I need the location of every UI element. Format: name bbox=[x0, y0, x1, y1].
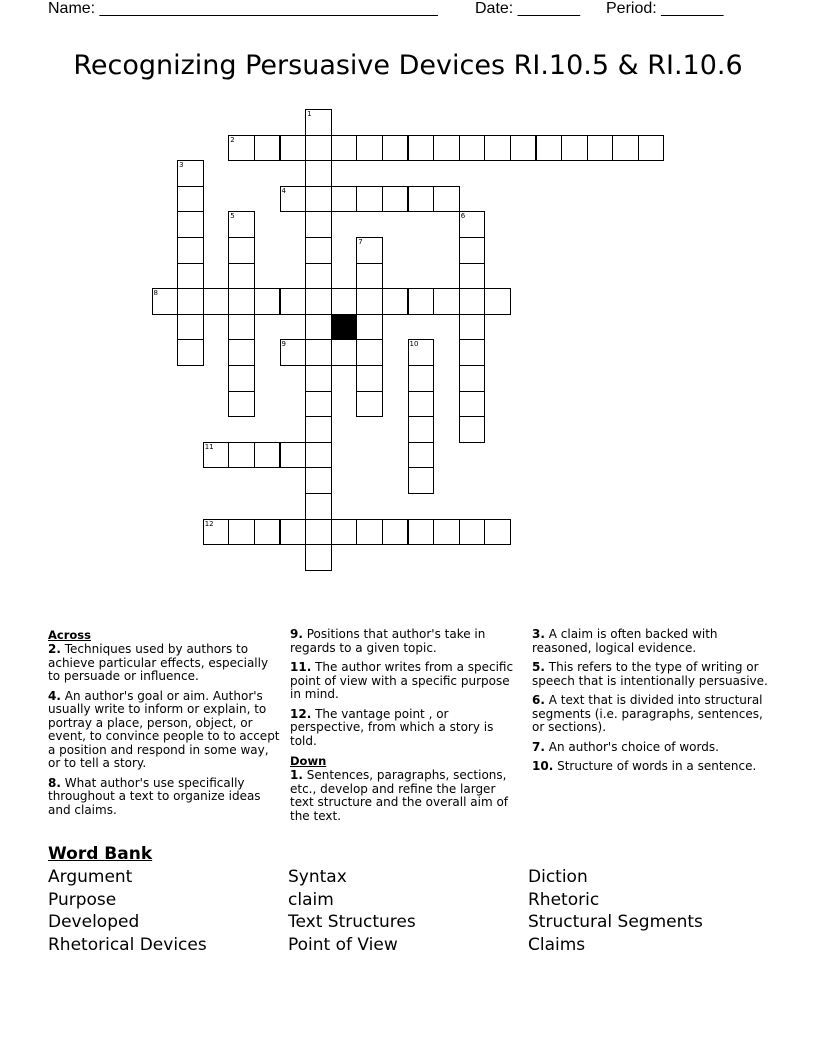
word-bank-title: Word Bank bbox=[48, 844, 153, 864]
word-bank-item: claim bbox=[288, 889, 334, 910]
crossword-cell[interactable] bbox=[408, 186, 435, 213]
crossword-cell[interactable] bbox=[561, 135, 588, 162]
crossword-cell[interactable] bbox=[228, 135, 255, 162]
crossword-cell[interactable] bbox=[356, 288, 383, 315]
clue-number: 6 bbox=[460, 212, 466, 221]
crossword-cell[interactable] bbox=[305, 160, 332, 187]
crossword-cell[interactable] bbox=[459, 365, 486, 392]
crossword-cell[interactable] bbox=[280, 442, 307, 469]
crossword-cell[interactable] bbox=[280, 519, 307, 546]
crossword-cell[interactable] bbox=[228, 391, 255, 418]
crossword-cell[interactable] bbox=[305, 237, 332, 264]
crossword-cell[interactable] bbox=[280, 135, 307, 162]
crossword-cell[interactable] bbox=[254, 519, 281, 546]
crossword-cell[interactable] bbox=[152, 288, 179, 315]
crossword-cell[interactable] bbox=[228, 442, 255, 469]
crossword-cell[interactable] bbox=[382, 519, 409, 546]
crossword-cell[interactable] bbox=[331, 288, 358, 315]
crossword-cell[interactable] bbox=[536, 135, 563, 162]
crossword-cell[interactable] bbox=[305, 263, 332, 290]
crossword-cell[interactable] bbox=[177, 237, 204, 264]
clue-number: 1 bbox=[307, 110, 312, 118]
crossword-cell[interactable] bbox=[484, 519, 511, 546]
crossword-cell[interactable] bbox=[305, 391, 332, 418]
crossword-cell[interactable] bbox=[356, 391, 383, 418]
clue-across-11: 11. The author writes from a specific point of view with a specific purpose in mind. bbox=[290, 660, 514, 701]
clue-number: 4 bbox=[281, 186, 286, 195]
period-field[interactable]: Period: _______ bbox=[606, 0, 724, 17]
crossword-cell[interactable] bbox=[459, 314, 486, 341]
crossword-cell[interactable] bbox=[459, 211, 486, 238]
page-title: Recognizing Persuasive Devices RI.10.5 & RI.10.6 bbox=[73, 50, 743, 81]
crossword-cell[interactable] bbox=[356, 186, 383, 213]
crossword-cell[interactable] bbox=[331, 186, 358, 213]
crossword-cell[interactable] bbox=[382, 288, 409, 315]
crossword-cell[interactable] bbox=[433, 135, 460, 162]
crossword-cell[interactable] bbox=[484, 135, 511, 162]
crossword-cell[interactable] bbox=[408, 288, 435, 315]
crossword-cell[interactable] bbox=[356, 339, 383, 366]
crossword-cell[interactable] bbox=[228, 519, 255, 546]
word-bank-column-3 bbox=[528, 866, 768, 957]
clues-column-3 bbox=[532, 628, 772, 780]
clue-across-9: 9. Positions that author's take in regards to a given topic. bbox=[290, 627, 486, 655]
crossword-cell[interactable] bbox=[459, 135, 486, 162]
crossword-cell[interactable] bbox=[280, 186, 307, 213]
crossword-cell[interactable] bbox=[203, 442, 230, 469]
crossword-cell[interactable] bbox=[177, 211, 204, 238]
crossword-cell[interactable] bbox=[433, 288, 460, 315]
crossword-cell[interactable] bbox=[305, 544, 332, 571]
clue-down-1: 1. Sentences, paragraphs, sections, etc., develop and refine the larger text structure and the overall aim of the text. bbox=[290, 768, 509, 823]
crossword-cell[interactable] bbox=[228, 263, 255, 290]
word-bank-item: Developed bbox=[48, 912, 140, 933]
word-bank-column-1 bbox=[48, 866, 288, 957]
clue-across-4: 4. An author's goal or aim. Author's usually write to inform or explain, to portray a place, person, object, or event, to convince people to to accept a position and respond in some way, or to tell a story. bbox=[48, 688, 280, 770]
crossword-cell[interactable] bbox=[587, 135, 614, 162]
crossword-cell[interactable] bbox=[331, 135, 358, 162]
crossword-cell[interactable] bbox=[305, 493, 332, 520]
crossword-cell[interactable] bbox=[254, 442, 281, 469]
crossword-cell[interactable] bbox=[459, 288, 486, 315]
black-square bbox=[331, 314, 358, 341]
name-field[interactable]: Name: ______________________________________ bbox=[48, 0, 438, 17]
crossword-cell[interactable] bbox=[382, 186, 409, 213]
crossword-cell[interactable] bbox=[408, 135, 435, 162]
crossword-cell[interactable] bbox=[305, 365, 332, 392]
crossword-cell[interactable] bbox=[177, 160, 204, 187]
crossword-cell[interactable] bbox=[177, 288, 204, 315]
crossword-cell[interactable] bbox=[254, 288, 281, 315]
crossword-cell[interactable] bbox=[356, 365, 383, 392]
crossword-cell[interactable] bbox=[408, 339, 435, 366]
crossword-cell[interactable] bbox=[356, 263, 383, 290]
crossword-cell[interactable] bbox=[459, 416, 486, 443]
crossword-cell[interactable] bbox=[331, 519, 358, 546]
crossword-cell[interactable] bbox=[510, 135, 537, 162]
crossword-cell[interactable] bbox=[433, 519, 460, 546]
word-bank-item: Syntax bbox=[288, 867, 347, 887]
crossword-cell[interactable] bbox=[305, 467, 332, 494]
crossword-cell[interactable] bbox=[408, 442, 435, 469]
crossword-cell[interactable] bbox=[459, 263, 486, 290]
crossword-cell[interactable] bbox=[382, 135, 409, 162]
crossword-cell[interactable] bbox=[305, 211, 332, 238]
crossword-cell[interactable] bbox=[459, 391, 486, 418]
word-bank-column-2 bbox=[288, 866, 528, 957]
crossword-cell[interactable] bbox=[305, 519, 332, 546]
clue-number: 2 bbox=[230, 135, 235, 144]
crossword-cell[interactable] bbox=[356, 519, 383, 546]
crossword-cell[interactable] bbox=[305, 135, 332, 162]
crossword-cell[interactable] bbox=[254, 135, 281, 162]
clues-column-2 bbox=[290, 628, 515, 829]
across-heading: Across bbox=[48, 628, 91, 642]
crossword-cell[interactable] bbox=[280, 339, 307, 366]
clue-number: 3 bbox=[179, 161, 184, 170]
crossword-cell[interactable] bbox=[305, 186, 332, 213]
crossword-cell[interactable] bbox=[408, 467, 435, 494]
clue-down-10: 10. Structure of words in a sentence. bbox=[532, 759, 757, 773]
clue-number: 9 bbox=[281, 340, 286, 349]
crossword-cell[interactable] bbox=[228, 237, 255, 264]
word-bank-item: Diction bbox=[528, 867, 588, 887]
crossword-cell[interactable] bbox=[177, 186, 204, 213]
crossword-cell[interactable] bbox=[408, 416, 435, 443]
word-bank-item: Purpose bbox=[48, 889, 117, 910]
clue-across-2: 2. Techniques used by authors to achieve particular effects, especially to persuade or influence. bbox=[48, 642, 269, 683]
crossword-cell[interactable] bbox=[408, 519, 435, 546]
crossword-cell[interactable] bbox=[228, 314, 255, 341]
crossword-cell[interactable] bbox=[459, 339, 486, 366]
crossword-cell[interactable] bbox=[459, 237, 486, 264]
crossword-cell[interactable] bbox=[408, 365, 435, 392]
crossword-cell[interactable] bbox=[228, 365, 255, 392]
date-field[interactable]: Date: _______ bbox=[475, 0, 580, 17]
word-bank-item: Rhetoric bbox=[528, 889, 600, 910]
crossword-cell[interactable] bbox=[356, 237, 383, 264]
word-bank-item: Rhetorical Devices bbox=[48, 935, 207, 956]
clue-down-6: 6. A text that is divided into structural segments (i.e. paragraphs, sentences, or sections). bbox=[532, 693, 763, 734]
crossword-cell[interactable] bbox=[433, 186, 460, 213]
crossword-cell[interactable] bbox=[484, 288, 511, 315]
clue-across-12: 12. The vantage point , or perspective, from which a story is told. bbox=[290, 706, 494, 748]
clue-number: 10 bbox=[409, 340, 419, 349]
crossword-cell[interactable] bbox=[305, 314, 332, 341]
crossword-cell[interactable] bbox=[459, 519, 486, 546]
word-bank-item: Text Structures bbox=[288, 912, 416, 933]
crossword-cell[interactable] bbox=[228, 211, 255, 238]
crossword-cell[interactable] bbox=[305, 416, 332, 443]
word-bank-item: Argument bbox=[48, 867, 133, 887]
crossword-cell[interactable] bbox=[638, 135, 665, 162]
clue-down-7: 7. An author's choice of words. bbox=[532, 739, 719, 754]
clues-column-1 bbox=[48, 628, 280, 823]
crossword-cell[interactable] bbox=[177, 339, 204, 366]
clue-number: 8 bbox=[153, 289, 158, 298]
crossword-cell[interactable] bbox=[305, 288, 332, 315]
crossword-cell[interactable] bbox=[203, 519, 230, 546]
clue-down-3: 3. A claim is often backed with reasoned, logical evidence. bbox=[532, 627, 718, 655]
crossword-cell[interactable] bbox=[280, 288, 307, 315]
crossword-cell[interactable] bbox=[408, 391, 435, 418]
crossword-cell[interactable] bbox=[177, 314, 204, 341]
word-bank-item: Structural Segments bbox=[528, 912, 703, 933]
clue-number: 11 bbox=[204, 442, 214, 451]
clue-number: 5 bbox=[230, 212, 235, 221]
word-bank-item: Claims bbox=[528, 935, 586, 956]
crossword-cell[interactable] bbox=[177, 263, 204, 290]
word-bank bbox=[48, 842, 788, 957]
clue-down-5: 5. This refers to the type of writing or speech that is intentionally persuasive. bbox=[532, 660, 768, 688]
crossword-cell[interactable] bbox=[356, 135, 383, 162]
crossword-cell[interactable] bbox=[203, 288, 230, 315]
down-heading: Down bbox=[290, 754, 327, 768]
crossword-cell[interactable] bbox=[331, 339, 358, 366]
clue-number: 7 bbox=[358, 238, 363, 246]
crossword-cell[interactable] bbox=[356, 314, 383, 341]
crossword-cell[interactable] bbox=[305, 109, 332, 136]
word-bank-item: Point of View bbox=[288, 935, 398, 956]
clue-number: 12 bbox=[204, 519, 214, 528]
crossword-cell[interactable] bbox=[305, 442, 332, 469]
crossword-cell[interactable] bbox=[612, 135, 639, 162]
crossword-cell[interactable] bbox=[228, 288, 255, 315]
crossword-cell[interactable] bbox=[305, 339, 332, 366]
crossword-cell[interactable] bbox=[228, 339, 255, 366]
clue-across-8: 8. What author's use specifically throughout a text to organize ideas and claims. bbox=[48, 775, 261, 817]
